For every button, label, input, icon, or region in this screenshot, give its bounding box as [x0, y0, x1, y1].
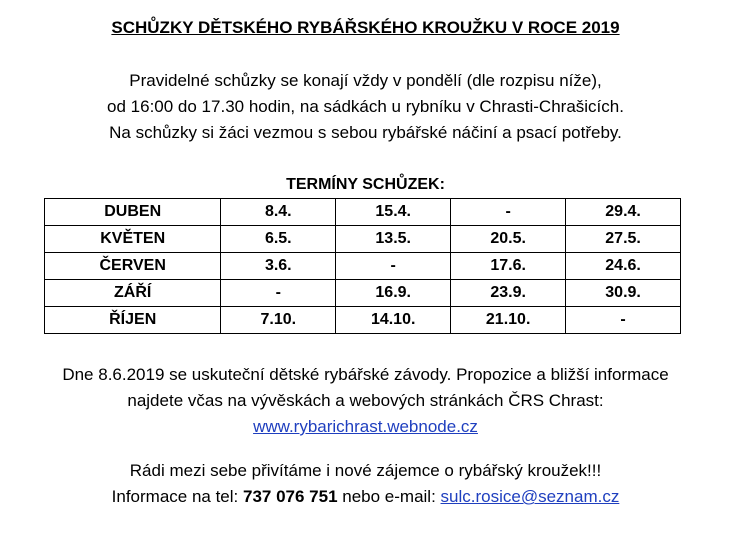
welcome-line: Rádi mezi sebe přivítáme i nové zájemce o rybářský kroužek!!!	[129, 461, 602, 480]
date-cell: 15.4.	[336, 199, 451, 226]
date-cell: 17.6.	[451, 253, 566, 280]
date-cell: -	[451, 199, 566, 226]
date-cell: -	[336, 253, 451, 280]
date-cell: 29.4.	[566, 199, 681, 226]
intro-paragraph	[0, 68, 731, 146]
table-row	[45, 253, 681, 280]
intro-line: Pravidelné schůzky se konají vždy v pondělí (dle rozpisu níže),	[129, 71, 602, 90]
intro-line: Na schůzky si žáci vezmou s sebou rybářské náčiní a psací potřeby.	[109, 123, 622, 142]
month-cell: DUBEN	[45, 199, 221, 226]
date-cell: 20.5.	[451, 226, 566, 253]
footer-info	[0, 362, 731, 510]
table-row	[45, 280, 681, 307]
schedule-table	[44, 198, 681, 334]
table-row	[45, 307, 681, 334]
date-cell: 3.6.	[221, 253, 336, 280]
date-cell: 21.10.	[451, 307, 566, 334]
table-row	[45, 226, 681, 253]
month-cell: KVĚTEN	[45, 226, 221, 253]
phone-number: 737 076 751	[242, 487, 338, 506]
date-cell: 30.9.	[566, 280, 681, 307]
month-cell: ČERVEN	[45, 253, 221, 280]
email-link[interactable]: sulc.rosice@seznam.cz	[440, 487, 620, 506]
intro-line: od 16:00 do 17.30 hodin, na sádkách u rybníku v Chrasti-Chrašicích.	[107, 97, 624, 116]
month-cell: ZÁŘÍ	[45, 280, 221, 307]
race-announcement: Dne 8.6.2019 se uskuteční dětské rybářské závody. Propozice a bližší informace	[62, 365, 669, 384]
contact-mid: nebo e-mail:	[337, 487, 441, 506]
date-cell: 16.9.	[336, 280, 451, 307]
schedule-heading: TERMÍNY SCHŮZEK:	[286, 176, 445, 193]
contact-prefix: Informace na tel:	[111, 487, 243, 506]
table-row	[45, 199, 681, 226]
info-location: najdete včas na vývěskách a webových stránkách ČRS Chrast:	[127, 391, 604, 410]
date-cell: 27.5.	[566, 226, 681, 253]
month-cell: ŘÍJEN	[45, 307, 221, 334]
website-link[interactable]: www.rybarichrast.webnode.cz	[253, 417, 478, 436]
date-cell: -	[566, 307, 681, 334]
date-cell: 7.10.	[221, 307, 336, 334]
date-cell: 8.4.	[221, 199, 336, 226]
contact-line	[0, 484, 731, 510]
date-cell: 6.5.	[221, 226, 336, 253]
date-cell: -	[221, 280, 336, 307]
date-cell: 23.9.	[451, 280, 566, 307]
date-cell: 14.10.	[336, 307, 451, 334]
date-cell: 13.5.	[336, 226, 451, 253]
date-cell: 24.6.	[566, 253, 681, 280]
page-title: SCHŮZKY DĚTSKÉHO RYBÁŘSKÉHO KROUŽKU V ROCE 2019	[111, 18, 620, 37]
